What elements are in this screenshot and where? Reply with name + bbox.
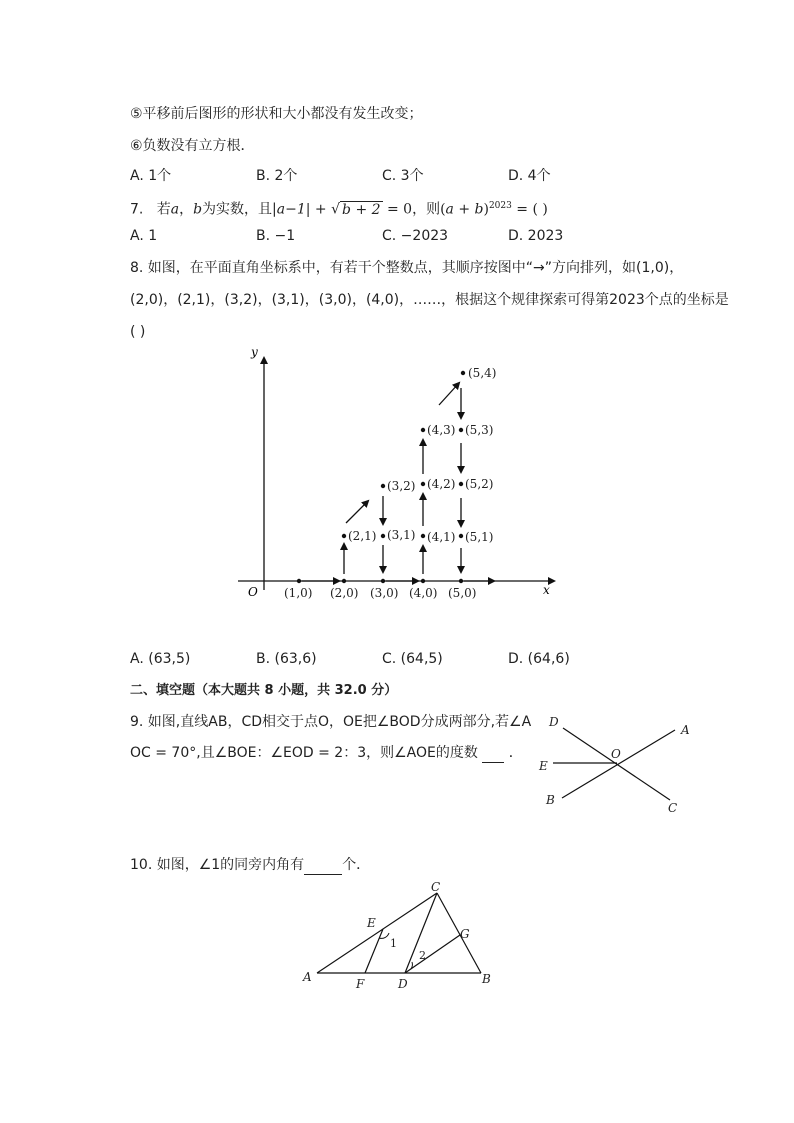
label-5-3: (5,3) bbox=[465, 423, 494, 437]
q7-option-c: C. −2023 bbox=[382, 228, 449, 244]
q7-exponent: 2023 bbox=[488, 201, 512, 211]
label-3-1: (3,1) bbox=[387, 528, 416, 542]
label-4-2: (4,2) bbox=[427, 477, 456, 491]
q10-pre: 10. 如图，∠1的同旁内角有 bbox=[130, 857, 305, 873]
label-5-0: (5,0) bbox=[448, 586, 477, 600]
q7-comma: ， bbox=[179, 201, 194, 218]
point-4-2 bbox=[421, 482, 425, 486]
point-5-1 bbox=[459, 534, 463, 538]
question-8-line-3: ( ) bbox=[130, 324, 146, 340]
label-c: C bbox=[431, 880, 441, 894]
q7-sqrt: √ b + 2 bbox=[331, 201, 381, 218]
q8-option-c: C. (64,5) bbox=[382, 651, 443, 667]
figure-10-triangle bbox=[295, 875, 505, 995]
label-a: A bbox=[681, 723, 690, 737]
point-3-1 bbox=[381, 534, 385, 538]
label-angle-1: 1 bbox=[390, 937, 397, 950]
q8-option-b: B. (63,6) bbox=[256, 651, 317, 667]
q7-abs-inner: a−1 bbox=[276, 201, 306, 218]
origin-label: O bbox=[248, 585, 258, 599]
label-d: D bbox=[549, 715, 559, 729]
q7-eq0: = 0，则( bbox=[382, 201, 446, 218]
line-ba bbox=[562, 730, 675, 798]
point-1-0 bbox=[297, 579, 301, 583]
label-f: F bbox=[356, 977, 365, 991]
segment-bc bbox=[437, 893, 481, 973]
section-2-heading: 二、填空题（本大题共 8 小题，共 32.0 分） bbox=[130, 683, 398, 698]
label-d: D bbox=[398, 977, 408, 991]
x-axis-label: x bbox=[543, 583, 550, 597]
point-2-0 bbox=[342, 579, 346, 583]
q7-plus: | + bbox=[305, 201, 332, 218]
point-3-2 bbox=[381, 484, 385, 488]
label-3-0: (3,0) bbox=[370, 586, 399, 600]
question-9-line-2 bbox=[130, 743, 523, 763]
q9-answer-blank[interactable] bbox=[482, 762, 504, 763]
point-2-1 bbox=[342, 534, 346, 538]
point-4-0 bbox=[421, 579, 425, 583]
label-2-1: (2,1) bbox=[348, 529, 377, 543]
q6-option-b: B. 2个 bbox=[256, 168, 298, 184]
arrow-diag-1 bbox=[346, 501, 368, 523]
segment-dg bbox=[405, 935, 460, 973]
label-1-0: (1,0) bbox=[284, 586, 313, 600]
q8-option-a: A. (63,5) bbox=[130, 651, 191, 667]
q9-line-2-text: OC = 70°,且∠BOE：∠EOD = 2：3，则∠AOE的度数 bbox=[130, 745, 478, 761]
q6-option-a: A. 1个 bbox=[130, 168, 172, 184]
point-4-1 bbox=[421, 534, 425, 538]
q7-close: ) bbox=[483, 201, 489, 218]
q7-option-a: A. 1 bbox=[130, 228, 158, 244]
q7-radicand: b + 2 bbox=[342, 201, 381, 218]
y-axis-label: y bbox=[251, 345, 258, 359]
label-c: C bbox=[668, 801, 678, 815]
label-4-1: (4,1) bbox=[427, 530, 456, 544]
label-5-2: (5,2) bbox=[465, 477, 494, 491]
question-10 bbox=[130, 855, 370, 875]
q7-ab: a + b bbox=[445, 201, 484, 218]
label-e: E bbox=[367, 916, 376, 930]
label-b: B bbox=[482, 972, 491, 986]
point-5-0 bbox=[459, 579, 463, 583]
statement-6: ⑥负数没有立方根． bbox=[130, 138, 255, 154]
label-a: A bbox=[303, 970, 312, 984]
arrow-diag-2 bbox=[439, 383, 459, 405]
label-5-1: (5,1) bbox=[465, 530, 494, 544]
q7-tail: = ( ) bbox=[511, 201, 548, 218]
question-8-line-1: 8. 如图，在平面直角坐标系中，有若干个整数点，其顺序按图中“→”方向排列，如(1,0)， bbox=[130, 260, 684, 276]
q9-end: ． bbox=[508, 745, 523, 761]
figure-9-intersecting-lines bbox=[525, 708, 705, 818]
label-4-3: (4,3) bbox=[427, 423, 456, 437]
q10-post: 个． bbox=[342, 857, 371, 873]
q7-var-b: b bbox=[193, 201, 203, 218]
question-8-line-2: (2,0)，(2,1)，(3,2)，(3,1)，(3,0)，(4,0)，……，根据这个规律探索可得第2023个点的坐标是 bbox=[130, 292, 729, 308]
point-4-3 bbox=[421, 428, 425, 432]
q7-mid: 为实数，且| bbox=[202, 201, 277, 218]
point-5-4 bbox=[461, 371, 465, 375]
line-dc bbox=[563, 728, 670, 800]
q7-var-a: a bbox=[170, 201, 180, 218]
q8-option-d: D. (64,6) bbox=[508, 651, 570, 667]
label-angle-2: 2 bbox=[419, 949, 426, 962]
label-e: E bbox=[539, 759, 548, 773]
question-9-line-1: 9. 如图,直线AB，CD相交于点O，OE把∠BOD分成两部分,若∠A bbox=[130, 714, 532, 730]
label-4-0: (4,0) bbox=[409, 586, 438, 600]
label-5-4: (5,4) bbox=[468, 366, 497, 380]
point-5-3 bbox=[459, 428, 463, 432]
q6-option-d: D. 4个 bbox=[508, 168, 551, 184]
q7-option-b: B. −1 bbox=[256, 228, 296, 244]
label-3-2: (3,2) bbox=[387, 479, 416, 493]
point-5-2 bbox=[459, 482, 463, 486]
q7-pre: 若 bbox=[156, 201, 171, 218]
statement-5: ⑤平移前后图形的形状和大小都没有发生改变； bbox=[130, 106, 423, 122]
q6-option-c: C. 3个 bbox=[382, 168, 424, 184]
q7-number: 7. bbox=[130, 201, 144, 218]
label-g: G bbox=[460, 927, 470, 941]
label-o: O bbox=[611, 747, 621, 761]
q7-option-d: D. 2023 bbox=[508, 228, 564, 244]
label-2-0: (2,0) bbox=[330, 586, 359, 600]
point-3-0 bbox=[381, 579, 385, 583]
label-b: B bbox=[546, 793, 555, 807]
